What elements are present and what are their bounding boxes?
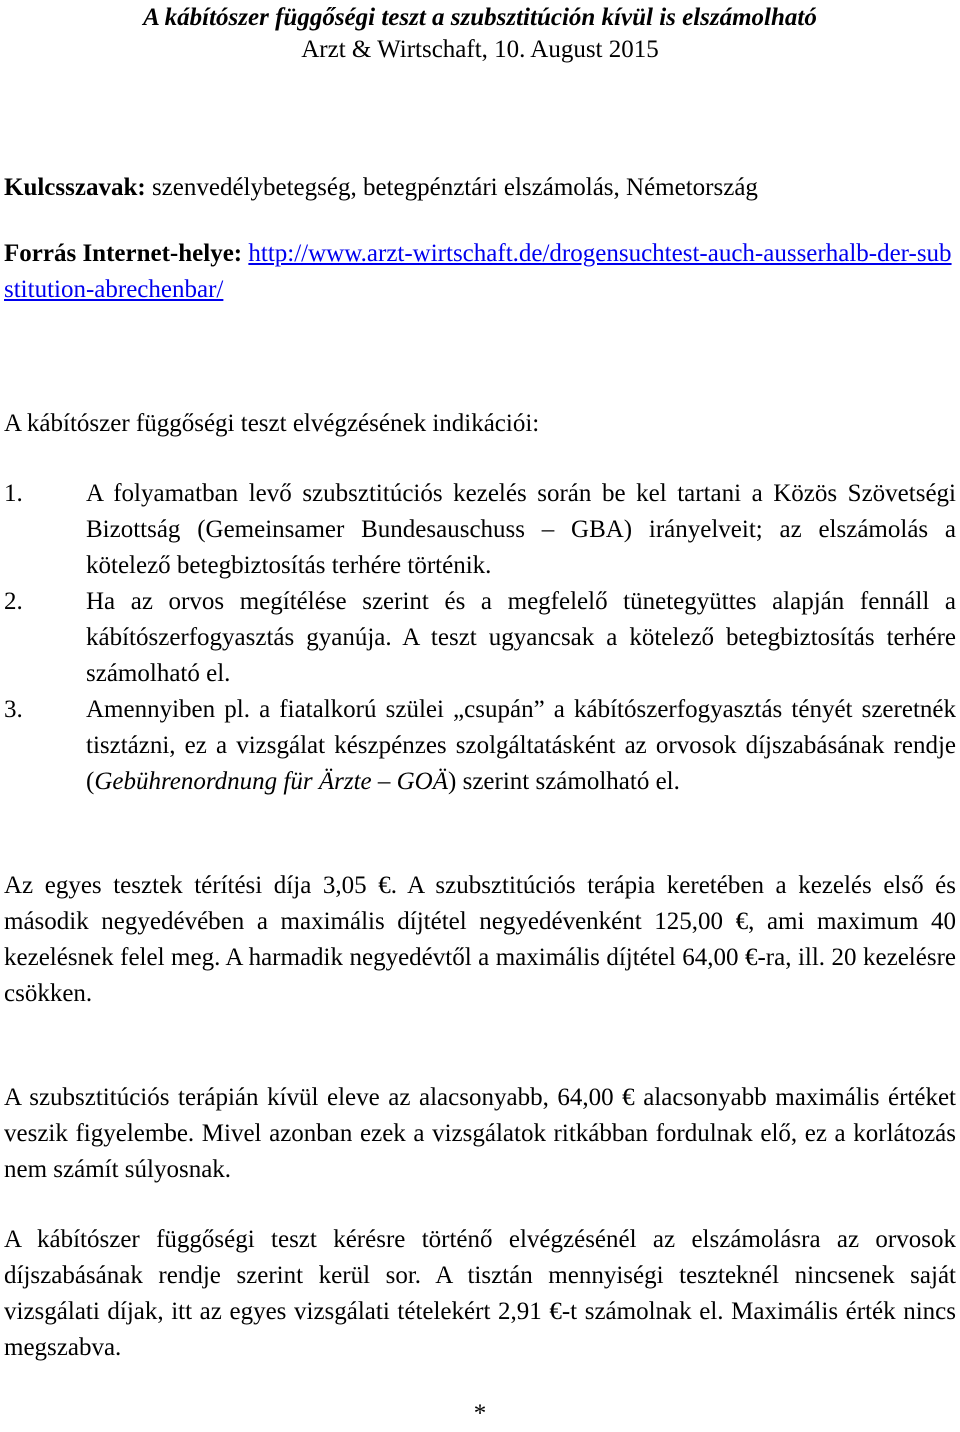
- list-text: A folyamatban levő szubsztitúciós kezelés során be kel tartani a Közös Szövetségi Bizottság (Gemeinsamer Bundesauschuss – GBA) irányelveit; az elszámolás a kötelező betegbiztosítás terhére történik.: [86, 480, 956, 579]
- list-number: 1.: [4, 480, 23, 507]
- list-text-part: ) szerint számolható el.: [448, 768, 680, 795]
- list-text: [86, 692, 956, 800]
- source-line: [4, 236, 956, 308]
- keywords-label: Kulcsszavak:: [4, 174, 146, 201]
- paragraph-on-request: A kábítószer függőségi teszt kérésre történő elvégzésénél az elszámolásra az orvosok díjszabásának rendje szerint kerül sor. A tisztán mennyiségi teszteknél nincsenek saját vizsgálati díjak, itt az egyes vizsgálati tételekért 2,91 €-t számolnak el. Maximális érték nincs megszabva.: [4, 1226, 956, 1361]
- paragraph-fees: Az egyes tesztek térítési díja 3,05 €. A szubsztitúciós terápia keretében a kezelés első és második negyedévében a maximális díjtétel negyedévenként 125,00 €, ami maximum 40 kezelésnek felel meg. A harmadik negyedévtől a maximális díjtétel 64,00 €-ra, ill. 20 kezelésre csökken.: [4, 872, 956, 1007]
- list-number: 3.: [4, 696, 23, 723]
- list-item: [4, 476, 956, 584]
- indications-intro: A kábítószer függőségi teszt elvégzésének indikációi:: [4, 410, 540, 437]
- keywords-line: [4, 170, 956, 206]
- list-text: Ha az orvos megítélése szerint és a megfelelő tünetegyüttes alapján fennáll a kábítószerfogyasztás gyanúja. A teszt ugyancsak a kötelező betegbiztosítás terhére számolható el.: [86, 588, 956, 687]
- footer-asterisk: *: [473, 1400, 487, 1427]
- article-title: A kábítószer függőségi teszt a szubsztitúción kívül is elszámolható: [143, 4, 817, 31]
- keywords-value: szenvedélybetegség, betegpénztári elszámolás, Németország: [145, 174, 758, 201]
- paragraph-outside-substitution: A szubsztitúciós terápián kívül eleve az alacsonyabb, 64,00 € alacsonyabb maximális értéket veszik figyelembe. Mivel azonban ezek a vizsgálatok ritkábban fordulnak elő, ez a korlátozás nem számít súlyosnak.: [4, 1084, 956, 1183]
- indications-list: [4, 476, 956, 800]
- list-text-italic: Gebührenordnung für Ärzte – GOÄ: [94, 768, 449, 795]
- source-link[interactable]: http://www.arzt-wirtschaft.de/drogensuchtest-auch-ausserhalb-der-substitution-abrechenbar/: [4, 240, 952, 303]
- source-label: Forrás Internet-helye:: [4, 240, 243, 267]
- list-text-part: Amennyiben pl. a fiatalkorú szülei „csupán” a kábítószerfogyasztás tényét szeretnék tisztázni, ez a vizsgálat készpénzes szolgáltatásként az orvosok díjszabásának rendje (: [86, 696, 956, 795]
- article-source-line: Arzt & Wirtschaft, 10. August 2015: [301, 36, 659, 63]
- list-item: [4, 692, 956, 800]
- list-item: [4, 584, 956, 692]
- list-number: 2.: [4, 588, 23, 615]
